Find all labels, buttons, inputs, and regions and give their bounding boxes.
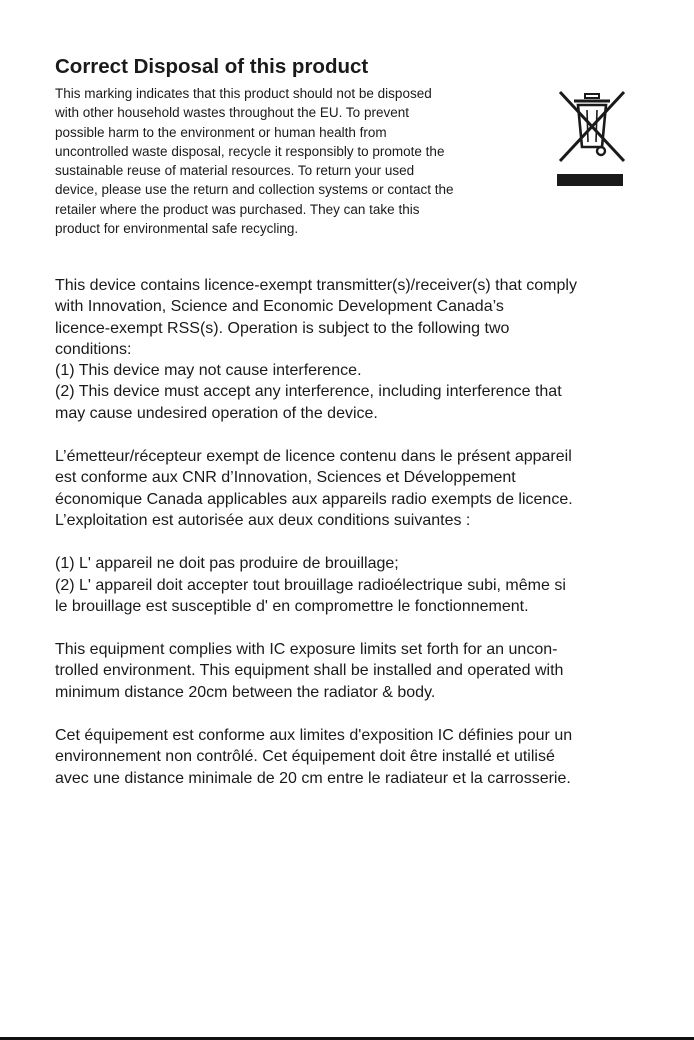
text-line: This equipment complies with IC exposure limits set forth for an uncon- [55,641,558,659]
text-line: (2) L' appareil doit accepter tout brouillage radioélectrique subi, même si [55,576,566,594]
disposal-line: uncontrolled waste disposal, recycle it responsibly to promote the [55,143,445,159]
text-line: Cet équipement est conforme aux limites d'exposition IC définies pour un [55,727,573,745]
text-line: (2) This device must accept any interference, including interference that [55,383,562,401]
disposal-line: product for environmental safe recycling. [55,221,299,237]
disposal-line: with other household wastes throughout the EU. To prevent [55,105,409,121]
regulatory-text [55,275,655,789]
text-line: est conforme aux CNR d’Innovation, Sciences et Développement [55,469,516,487]
crossed-out-wheelie-bin-icon [557,90,627,188]
text-line: (1) This device may not cause interference. [55,362,362,380]
text-line: conditions: [55,340,132,358]
paragraph-spacer [55,424,655,446]
text-line: avec une distance minimale de 20 cm entre le radiateur et la carrosserie. [55,769,571,787]
paragraph-spacer [55,703,655,725]
paragraph-spacer [55,531,655,553]
text-line: may cause undesired operation of the device. [55,404,378,422]
document-page [55,54,655,787]
text-line: (1) L' appareil ne doit pas produire de brouillage; [55,555,399,573]
ised-french-conditions [55,553,655,617]
text-line: This device contains licence-exempt transmitter(s)/receiver(s) that comply [55,277,577,294]
ised-english-paragraph [55,275,655,424]
disposal-line: This marking indicates that this product should not be disposed [55,86,432,101]
disposal-line: device, please use the return and collection systems or contact the [55,182,454,198]
disposal-line: possible harm to the environment or human health from [55,124,387,140]
text-line: minimum distance 20cm between the radiator & body. [55,683,436,701]
text-line: environnement non contrôlé. Cet équipement doit être installé et utilisé [55,748,555,766]
disposal-paragraph [55,84,525,238]
text-line: trolled environment. This equipment shall be installed and operated with [55,662,564,680]
ised-french-paragraph [55,446,655,531]
disposal-line: sustainable reuse of material resources. To return your used [55,163,415,179]
exposure-english-paragraph [55,639,655,703]
text-line: licence-exempt RSS(s). Operation is subject to the following two [55,319,510,337]
disposal-line: retailer where the product was purchased. They can take this [55,201,420,217]
exposure-french-paragraph [55,725,655,789]
text-line: le brouillage est susceptible d' en compromettre le fonctionnement. [55,597,529,615]
disposal-section [55,54,635,238]
disposal-title: Correct Disposal of this product [55,55,369,78]
paragraph-spacer [55,617,655,639]
text-line: with Innovation, Science and Economic Development Canada’s [55,298,504,316]
text-line: L’exploitation est autorisée aux deux conditions suivantes : [55,511,471,529]
text-line: économique Canada applicables aux appareils radio exempts de licence. [55,490,573,508]
text-line: L’émetteur/récepteur exempt de licence contenu dans le présent appareil [55,448,572,466]
